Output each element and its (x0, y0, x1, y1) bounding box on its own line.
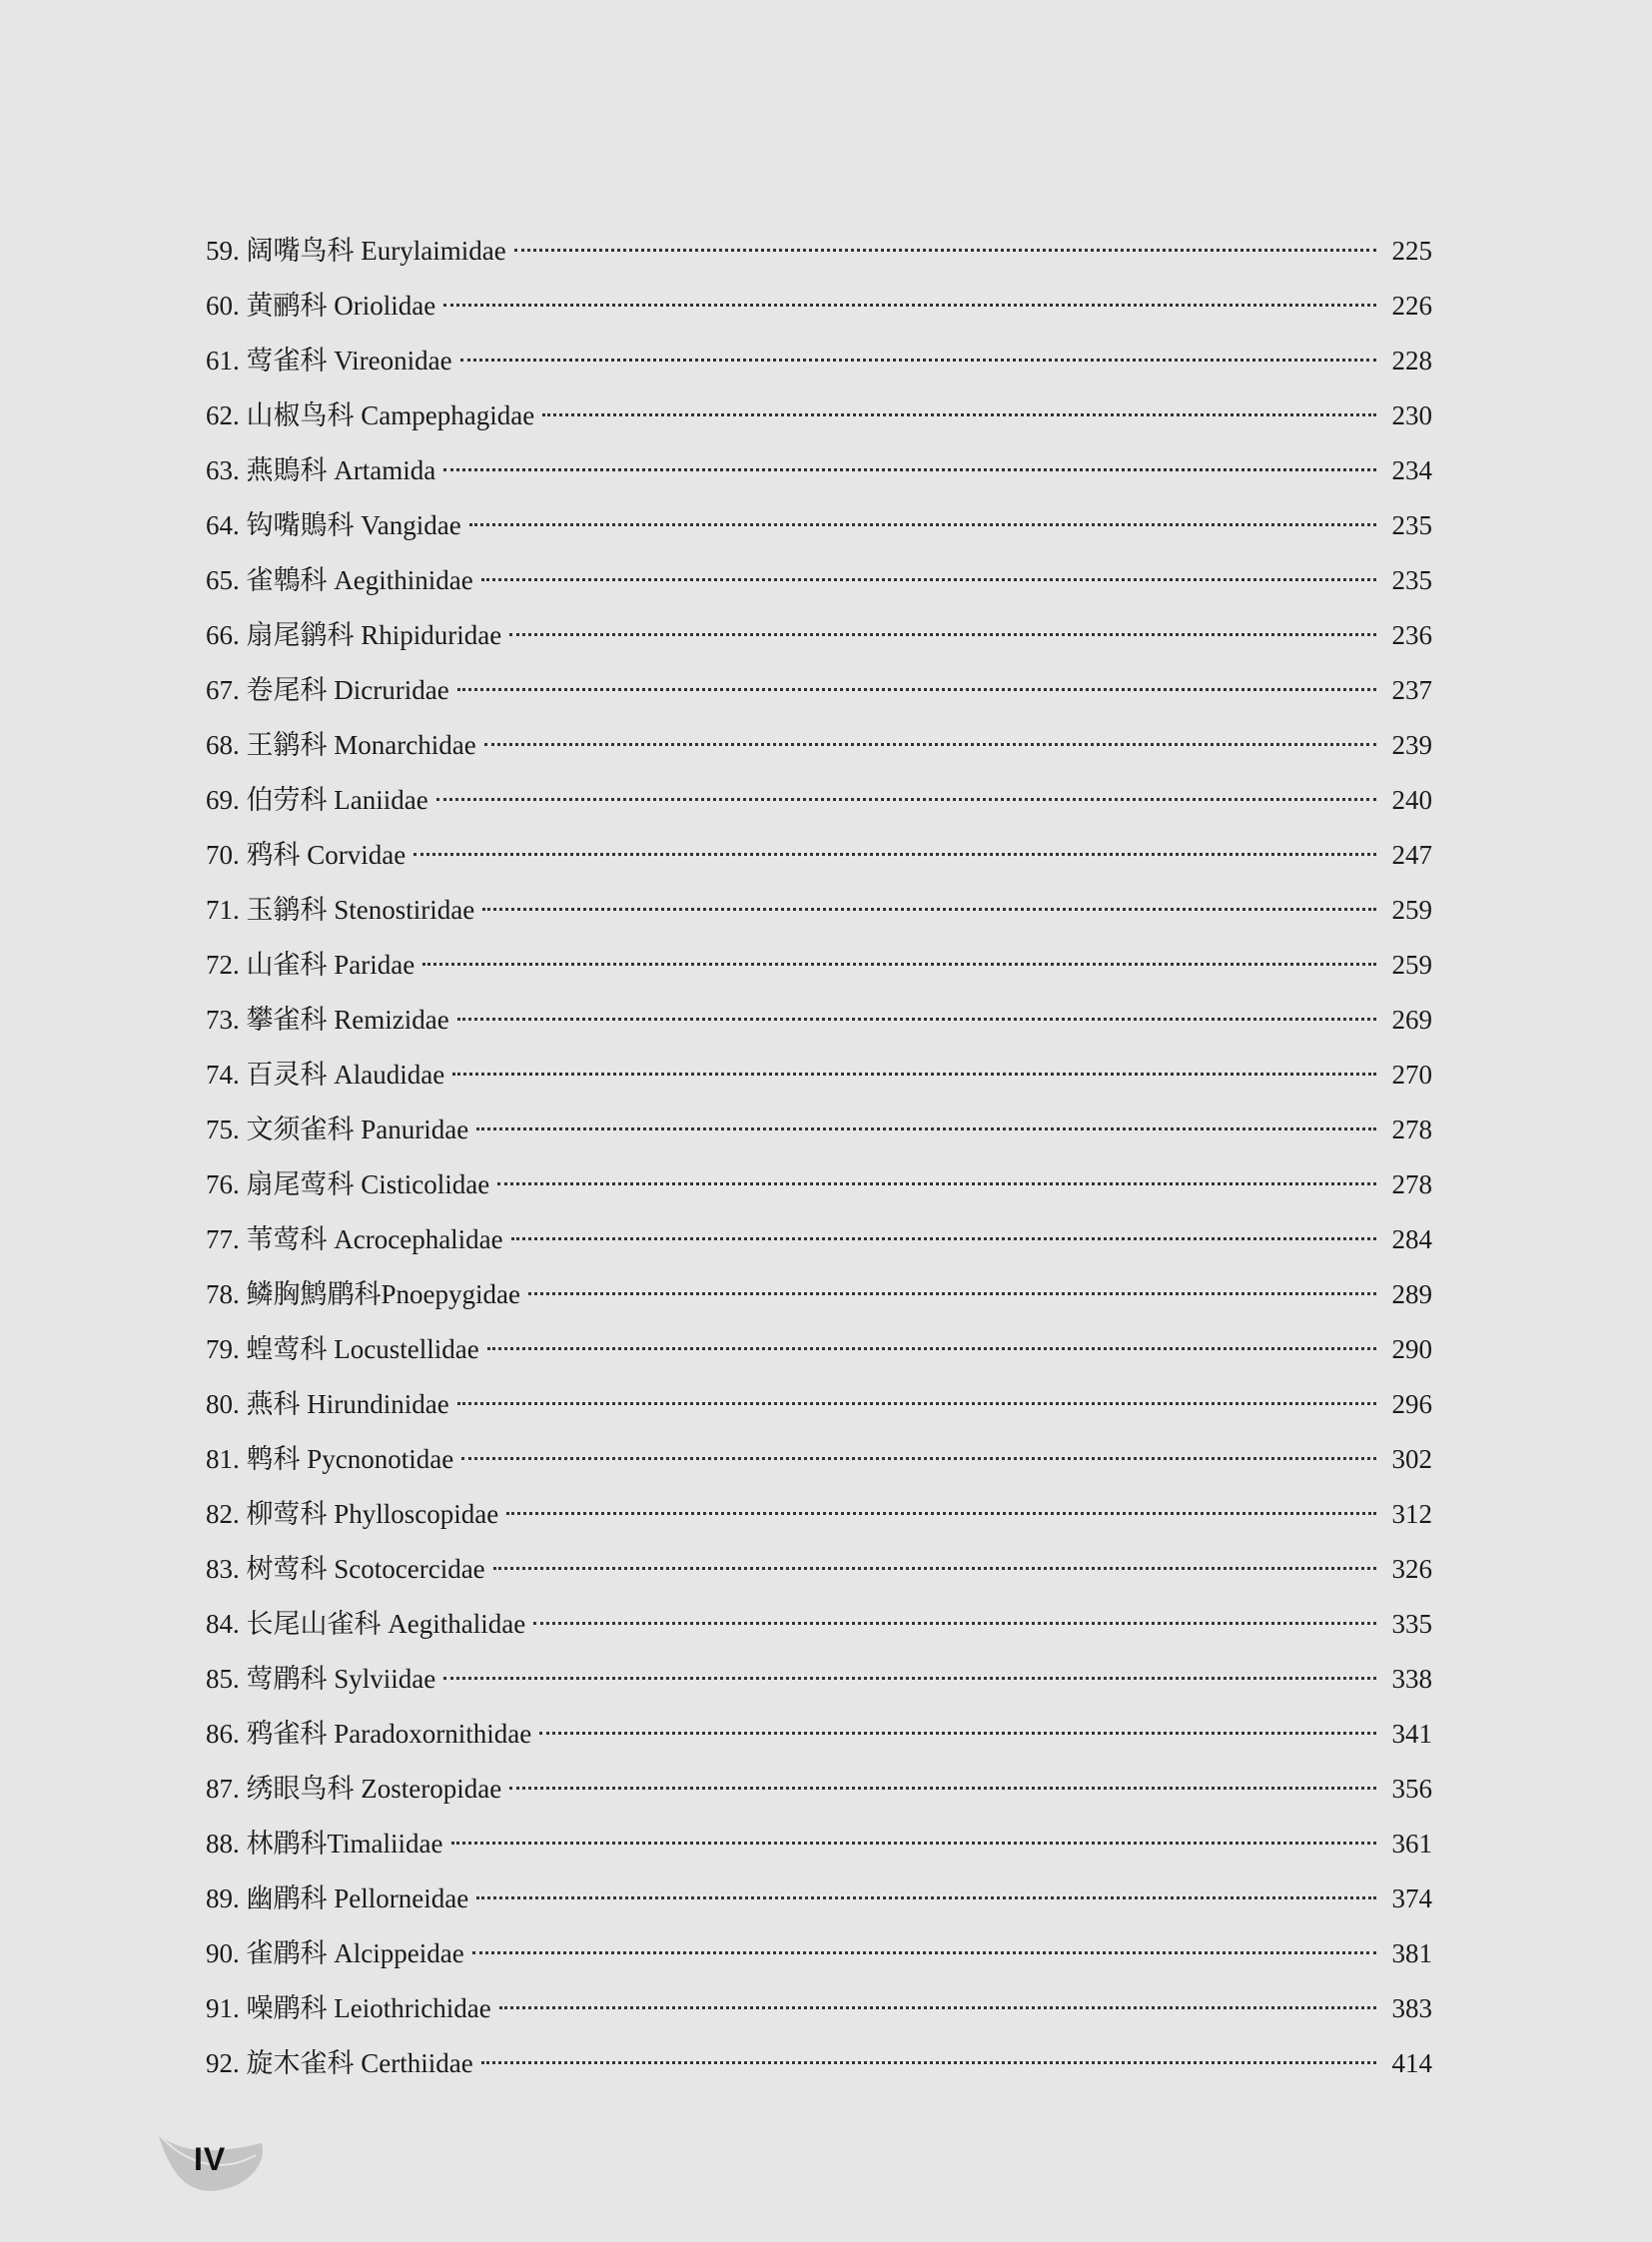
dot-leader (506, 1512, 1376, 1515)
dot-leader (413, 853, 1376, 856)
toc-entry-label: 69. 伯劳科 Laniidae (206, 785, 428, 815)
toc-entry-page: 234 (1391, 455, 1432, 485)
toc-entry-page: 230 (1391, 400, 1432, 430)
toc-entry-page: 259 (1391, 950, 1432, 980)
dot-leader (539, 1732, 1376, 1735)
toc-entry-page: 289 (1391, 1279, 1432, 1309)
toc-entry-page: 356 (1391, 1774, 1432, 1804)
toc-entry-label: 83. 树莺科 Scotocercidae (206, 1554, 485, 1584)
toc-entry (206, 334, 1432, 388)
toc-entry-label: 62. 山椒鸟科 Campephagidae (206, 400, 535, 430)
toc-entry (206, 1103, 1432, 1157)
toc-entry (206, 1926, 1432, 1981)
toc-entry (206, 718, 1432, 773)
dot-leader (484, 743, 1376, 746)
page-folio (150, 2119, 270, 2209)
toc-entry-label: 75. 文须雀科 Panuridae (206, 1115, 469, 1144)
toc-entry (206, 1048, 1432, 1103)
toc-entry-page: 239 (1391, 730, 1432, 760)
toc-entry-page: 270 (1391, 1060, 1432, 1090)
dot-leader (436, 798, 1376, 801)
toc-entry (206, 1322, 1432, 1377)
toc-entry-label: 72. 山雀科 Paridae (206, 950, 415, 980)
dot-leader (487, 1347, 1376, 1350)
toc-entry-page: 326 (1391, 1554, 1432, 1584)
toc-entry-label: 88. 林鹛科Timaliidae (206, 1829, 443, 1859)
toc-entry-label: 78. 鳞胸鹪鹛科Pnoepygidae (206, 1279, 520, 1309)
toc-entry (206, 1267, 1432, 1322)
dot-leader (514, 249, 1376, 252)
toc-entry-page: 312 (1391, 1499, 1432, 1529)
toc-entry (206, 498, 1432, 553)
dot-leader (457, 1402, 1376, 1405)
toc-entry (206, 1432, 1432, 1487)
table-of-contents (206, 224, 1432, 2091)
dot-leader (481, 2061, 1376, 2064)
toc-entry-label: 84. 长尾山雀科 Aegithalidae (206, 1609, 526, 1639)
toc-entry (206, 1377, 1432, 1432)
toc-entry-label: 73. 攀雀科 Remizidae (206, 1005, 449, 1035)
toc-entry (206, 553, 1432, 608)
toc-entry (206, 1597, 1432, 1652)
toc-entry-page: 341 (1391, 1719, 1432, 1749)
toc-entry-label: 66. 扇尾鹟科 Rhipiduridae (206, 620, 502, 650)
toc-entry (206, 1212, 1432, 1267)
dot-leader (481, 578, 1376, 581)
toc-entry (206, 443, 1432, 498)
dot-leader (443, 1677, 1376, 1680)
toc-entry-page: 278 (1391, 1169, 1432, 1199)
toc-entry-label: 92. 旋木雀科 Certhiidae (206, 2048, 473, 2078)
toc-entry-page: 278 (1391, 1115, 1432, 1144)
toc-entry-page: 235 (1391, 565, 1432, 595)
toc-entry-page: 302 (1391, 1444, 1432, 1474)
toc-entry-label: 63. 燕鵙科 Artamida (206, 455, 436, 485)
toc-entry-page: 338 (1391, 1664, 1432, 1694)
dot-leader (422, 963, 1376, 966)
toc-entry (206, 883, 1432, 938)
toc-entry-label: 68. 王鹟科 Monarchidae (206, 730, 476, 760)
toc-entry (206, 938, 1432, 993)
toc-entry-page: 228 (1391, 346, 1432, 375)
toc-entry-label: 76. 扇尾莺科 Cisticolidae (206, 1169, 490, 1199)
toc-entry (206, 279, 1432, 334)
toc-entry-page: 226 (1391, 291, 1432, 321)
toc-entry (206, 773, 1432, 828)
toc-entry-label: 91. 噪鹛科 Leiothrichidae (206, 1993, 491, 2023)
toc-entry-page: 381 (1391, 1938, 1432, 1968)
toc-entry-label: 86. 鸦雀科 Paradoxornithidae (206, 1719, 532, 1749)
toc-entry (206, 663, 1432, 718)
dot-leader (528, 1292, 1376, 1295)
dot-leader (451, 1842, 1376, 1845)
page-number: IV (194, 2141, 227, 2177)
toc-entry (206, 1157, 1432, 1212)
toc-entry (206, 1981, 1432, 2036)
dot-leader (461, 1457, 1376, 1460)
dot-leader (457, 688, 1376, 691)
dot-leader (457, 1018, 1376, 1021)
toc-entry (206, 608, 1432, 663)
toc-entry-page: 247 (1391, 840, 1432, 870)
toc-entry-page: 240 (1391, 785, 1432, 815)
dot-leader (509, 1787, 1376, 1790)
toc-entry-label: 59. 阔嘴鸟科 Eurylaimidae (206, 236, 506, 266)
dot-leader (542, 413, 1376, 416)
toc-entry-label: 77. 苇莺科 Acrocephalidae (206, 1224, 503, 1254)
toc-entry-page: 383 (1391, 1993, 1432, 2023)
toc-entry (206, 1762, 1432, 1817)
toc-entry-page: 374 (1391, 1883, 1432, 1913)
dot-leader (469, 523, 1376, 526)
dot-leader (533, 1622, 1376, 1625)
toc-entry-page: 225 (1391, 236, 1432, 266)
toc-entry (206, 1542, 1432, 1597)
toc-entry (206, 1652, 1432, 1707)
toc-entry (206, 1817, 1432, 1871)
dot-leader (443, 468, 1376, 471)
toc-entry-label: 61. 莺雀科 Vireonidae (206, 346, 452, 375)
toc-entry-page: 284 (1391, 1224, 1432, 1254)
toc-entry (206, 828, 1432, 883)
toc-entry-page: 414 (1391, 2048, 1432, 2078)
toc-entry-label: 82. 柳莺科 Phylloscopidae (206, 1499, 499, 1529)
toc-entry-label: 80. 燕科 Hirundinidae (206, 1389, 449, 1419)
toc-entry (206, 224, 1432, 279)
toc-entry (206, 388, 1432, 443)
toc-entry-label: 67. 卷尾科 Dicruridae (206, 675, 449, 705)
dot-leader (511, 1237, 1376, 1240)
toc-entry-label: 60. 黄鹂科 Oriolidae (206, 291, 436, 321)
toc-entry (206, 1871, 1432, 1926)
toc-entry (206, 1707, 1432, 1762)
toc-entry-label: 79. 蝗莺科 Locustellidae (206, 1334, 479, 1364)
toc-entry-label: 81. 鹎科 Pycnonotidae (206, 1444, 454, 1474)
toc-entry-label: 89. 幽鹛科 Pellorneidae (206, 1883, 469, 1913)
dot-leader (443, 304, 1376, 307)
toc-entry-page: 296 (1391, 1389, 1432, 1419)
dot-leader (482, 908, 1376, 911)
toc-entry-page: 361 (1391, 1829, 1432, 1859)
toc-entry-page: 237 (1391, 675, 1432, 705)
toc-entry (206, 993, 1432, 1048)
toc-entry-page: 335 (1391, 1609, 1432, 1639)
dot-leader (476, 1127, 1376, 1130)
toc-entry (206, 2036, 1432, 2091)
dot-leader (509, 633, 1376, 636)
toc-entry-label: 90. 雀鹛科 Alcippeidae (206, 1938, 464, 1968)
toc-entry-label: 74. 百灵科 Alaudidae (206, 1060, 445, 1090)
toc-entry-page: 269 (1391, 1005, 1432, 1035)
toc-entry-page: 235 (1391, 510, 1432, 540)
toc-entry-label: 64. 钩嘴鵙科 Vangidae (206, 510, 461, 540)
dot-leader (497, 1182, 1376, 1185)
toc-entry-label: 70. 鸦科 Corvidae (206, 840, 407, 870)
toc-entry-page: 259 (1391, 895, 1432, 925)
toc-entry-label: 65. 雀鵯科 Aegithinidae (206, 565, 473, 595)
dot-leader (499, 2006, 1376, 2009)
dot-leader (452, 1073, 1376, 1076)
toc-entry-label: 71. 玉鹟科 Stenostiridae (206, 895, 475, 925)
toc-entry (206, 1487, 1432, 1542)
dot-leader (476, 1896, 1376, 1899)
toc-entry-label: 87. 绣眼鸟科 Zosteropidae (206, 1774, 502, 1804)
toc-entry-label: 85. 莺鹛科 Sylviidae (206, 1664, 436, 1694)
toc-entry-page: 236 (1391, 620, 1432, 650)
dot-leader (493, 1567, 1376, 1570)
dot-leader (460, 359, 1376, 362)
toc-entry-page: 290 (1391, 1334, 1432, 1364)
dot-leader (472, 1951, 1376, 1954)
